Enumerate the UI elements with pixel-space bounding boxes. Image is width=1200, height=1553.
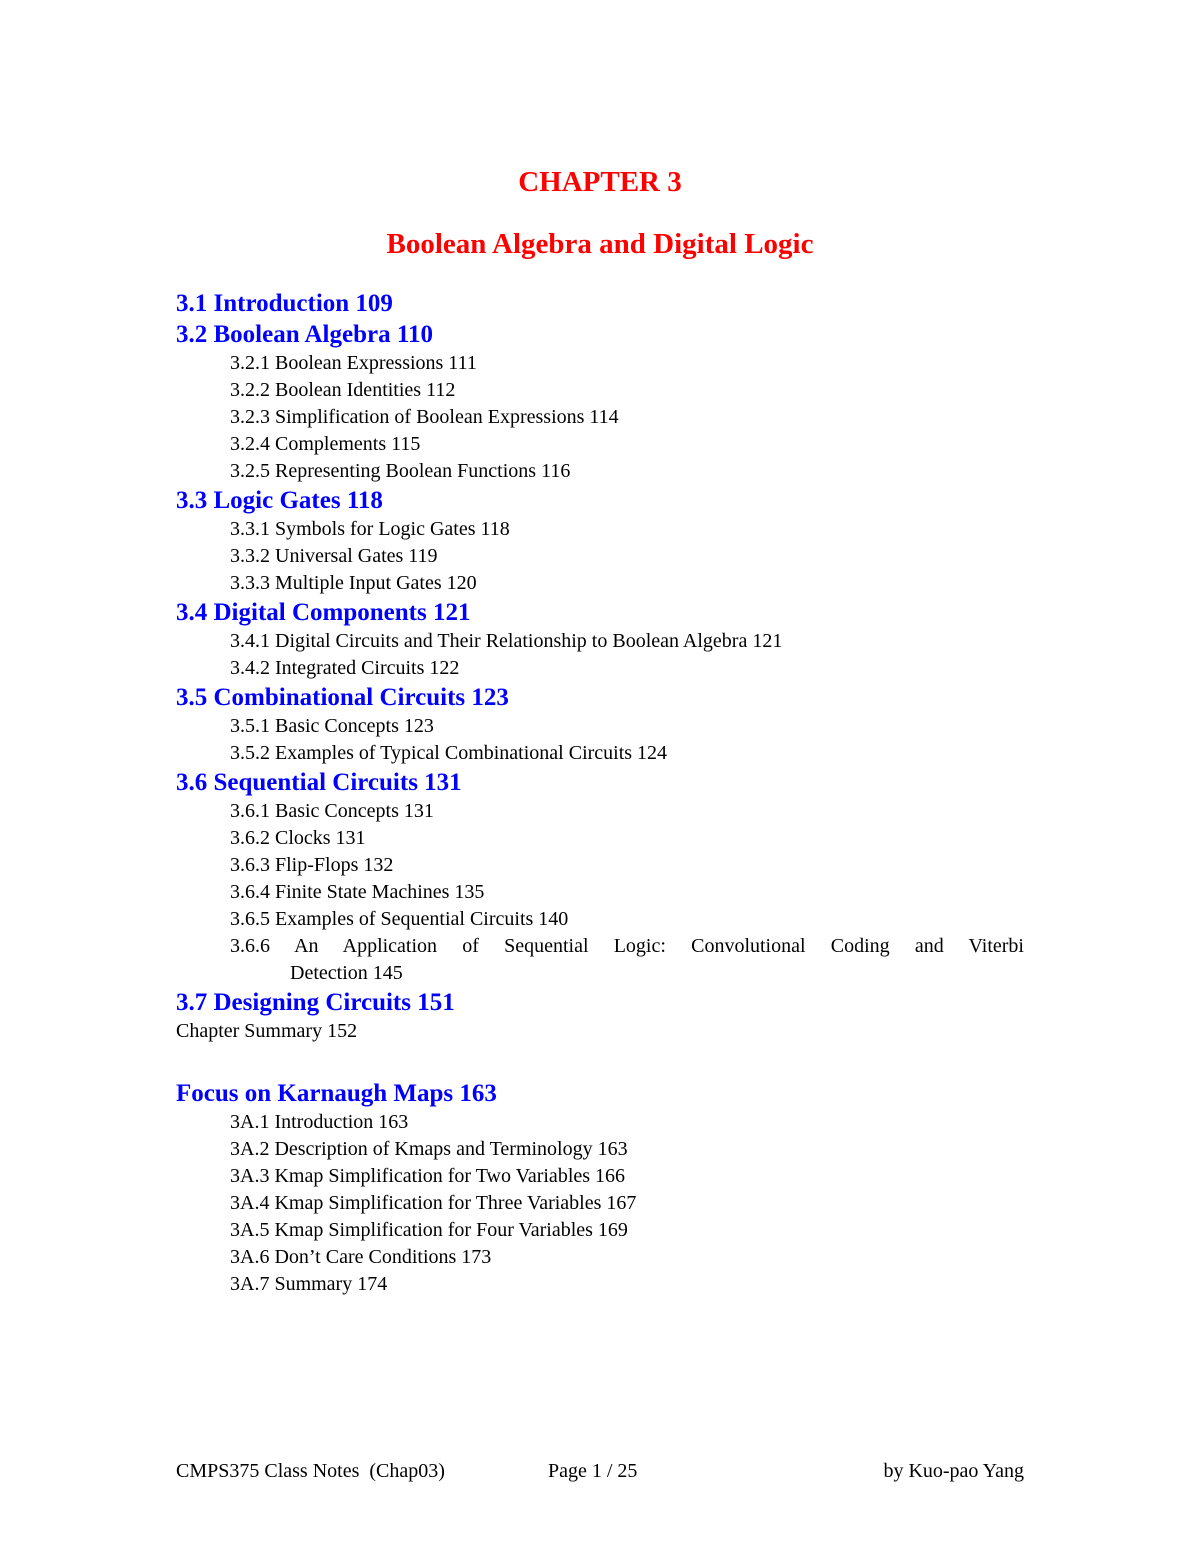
toc-subsection: 3A.1 Introduction 163 <box>230 1111 409 1133</box>
footer-course: CMPS375 Class Notes (Chap03) <box>176 1460 445 1482</box>
footer-page-number: Page 1 / 25 <box>548 1460 638 1482</box>
toc-subsection: 3A.4 Kmap Simplification for Three Variables 167 <box>230 1192 637 1214</box>
toc-subsection: 3.6.6 An Application of Sequential Logic: Convolutional Coding and Viterbi <box>230 935 1024 957</box>
toc-subsection: 3.2.3 Simplification of Boolean Expressions 114 <box>230 406 619 428</box>
toc-subsection: 3.3.2 Universal Gates 119 <box>230 545 438 567</box>
toc-subsection: 3A.7 Summary 174 <box>230 1273 388 1295</box>
page-footer <box>176 1457 1024 1485</box>
toc-section: 3.1 Introduction 109 <box>176 290 393 317</box>
toc-subsection-continuation: Detection 145 <box>290 962 403 984</box>
toc-focus-section: Focus on Karnaugh Maps 163 <box>176 1080 497 1107</box>
toc-subsection: 3.6.4 Finite State Machines 135 <box>230 881 485 903</box>
toc-subsection: 3.6.1 Basic Concepts 131 <box>230 800 434 822</box>
toc-subsection: 3A.5 Kmap Simplification for Four Variables 169 <box>230 1219 628 1241</box>
toc-subsection: 3A.2 Description of Kmaps and Terminology 163 <box>230 1138 628 1160</box>
toc-section: 3.2 Boolean Algebra 110 <box>176 321 433 348</box>
toc-subsection: 3.2.2 Boolean Identities 112 <box>230 379 456 401</box>
toc-subsection: 3.2.4 Complements 115 <box>230 433 421 455</box>
toc-subsection: 3A.3 Kmap Simplification for Two Variables 166 <box>230 1165 626 1187</box>
toc-subsection: 3.3.1 Symbols for Logic Gates 118 <box>230 518 510 540</box>
toc-subsection: 3.5.2 Examples of Typical Combinational Circuits 124 <box>230 742 668 764</box>
toc-section: 3.3 Logic Gates 118 <box>176 487 383 514</box>
footer-author: by Kuo-pao Yang <box>883 1460 1024 1482</box>
toc-subsection: 3.6.2 Clocks 131 <box>230 827 366 849</box>
chapter-title: Boolean Algebra and Digital Logic <box>386 228 814 260</box>
toc-section: 3.6 Sequential Circuits 131 <box>176 769 462 796</box>
toc-subsection: 3.3.3 Multiple Input Gates 120 <box>230 572 477 594</box>
toc-chapter-summary: Chapter Summary 152 <box>176 1020 358 1042</box>
toc-subsection: 3.5.1 Basic Concepts 123 <box>230 715 434 737</box>
toc-subsection: 3.2.1 Boolean Expressions 111 <box>230 352 477 374</box>
spacer <box>176 1045 1024 1078</box>
toc-subsection: 3A.6 Don’t Care Conditions 173 <box>230 1246 492 1268</box>
toc-section: 3.5 Combinational Circuits 123 <box>176 684 509 711</box>
toc-subsection: 3.6.3 Flip-Flops 132 <box>230 854 394 876</box>
toc-subsection: 3.6.5 Examples of Sequential Circuits 140 <box>230 908 569 930</box>
toc-section: 3.7 Designing Circuits 151 <box>176 989 455 1016</box>
toc-section: 3.4 Digital Components 121 <box>176 599 471 626</box>
chapter-label: CHAPTER 3 <box>518 166 682 198</box>
toc-subsection: 3.4.1 Digital Circuits and Their Relationship to Boolean Algebra 121 <box>230 630 783 652</box>
table-of-contents <box>176 288 1024 1298</box>
toc-subsection: 3.2.5 Representing Boolean Functions 116 <box>230 460 571 482</box>
toc-subsection: 3.4.2 Integrated Circuits 122 <box>230 657 460 679</box>
